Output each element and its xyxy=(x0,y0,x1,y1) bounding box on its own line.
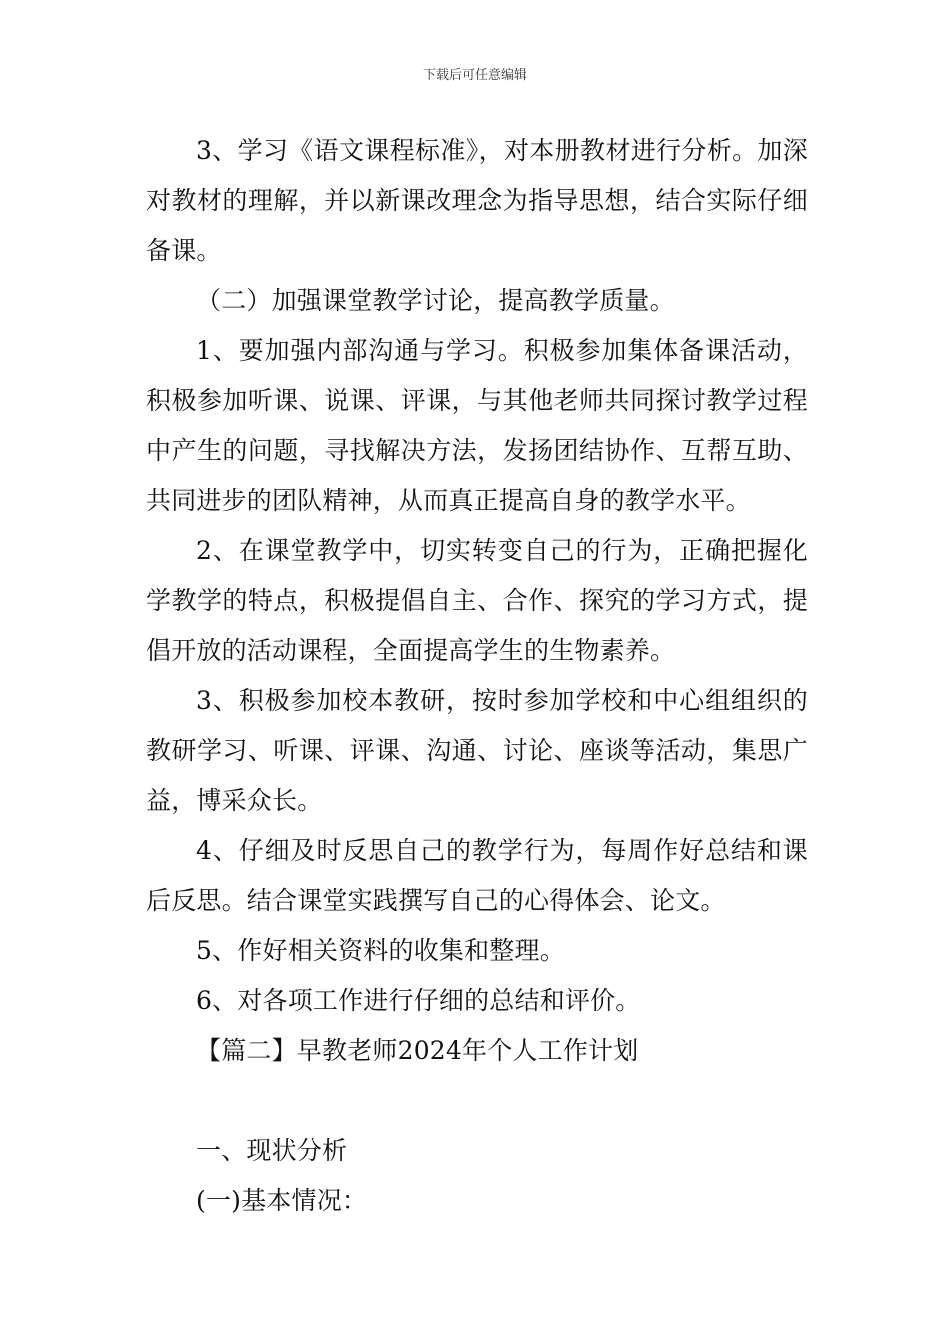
paragraph-item-6-summary: 6、对各项工作进行仔细的总结和评价。 xyxy=(196,986,641,1015)
paragraph-item-3-study: 3、学习《语文课程标准》，对本册教材进行分析。加深对教材的理解，并以新课改理念为指导思想，结合实际仔细备课。 xyxy=(146,136,808,265)
paragraph-item-3-research: 3、积极参加校本教研，按时参加学校和中心组组织的教研学习、听课、评课、沟通、讨论、座谈等活动，集思广益，博采众长。 xyxy=(146,686,808,815)
document-body xyxy=(146,126,808,1226)
section-title: 【篇二】早教老师2024年个人工作计划 xyxy=(196,1036,639,1065)
paragraph-item-2-classroom: 2、在课堂教学中，切实转变自己的行为，正确把握化学教学的特点，积极提倡自主、合作、探究的学习方式，提倡开放的活动课程，全面提高学生的生物素养。 xyxy=(146,536,808,665)
paragraph-item-4-reflection: 4、仔细及时反思自己的教学行为，每周作好总结和课后反思。结合课堂实践撰写自己的心得体会、论文。 xyxy=(146,836,808,915)
blank-line xyxy=(146,1076,808,1126)
paragraph-item-1-communication: 1、要加强内部沟通与学习。积极参加集体备课活动，积极参加听课、说课、评课，与其他老师共同探讨教学过程中产生的问题，寻找解决方法，发扬团结协作、互帮互助、共同进步的团队精神，从而真正提高自身的教学水平。 xyxy=(146,336,808,515)
paragraph-item-5-materials: 5、作好相关资料的收集和整理。 xyxy=(196,936,565,965)
paragraph-section-2-heading: （二）加强课堂教学讨论，提高教学质量。 xyxy=(196,286,675,315)
page-header-note: 下载后可任意编辑 xyxy=(422,68,527,83)
subheading-basic-situation: (一)基本情况： xyxy=(196,1186,368,1215)
heading-status-analysis: 一、现状分析 xyxy=(196,1136,348,1165)
